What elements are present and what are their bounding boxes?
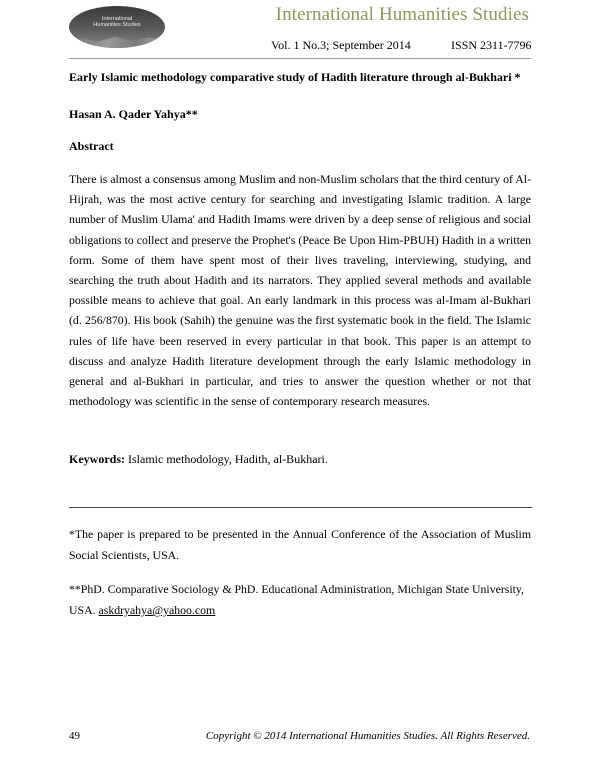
footnote-divider <box>69 507 532 508</box>
author-name: Hasan A. Qader Yahya** <box>69 107 198 121</box>
abstract-text: There is almost a consensus among Muslim and non-Muslim scholars that the third century of Al-Hijrah, was the most active century for searching and investigating Islamic tradition. A large number of Muslim Ulama' and Hadith Imams were driven by a deep sense of religious and social obligations to collect and preserve the Prophet's (Peace Be Upon Him-PBUH) Hadith in a written form. Some of them have spent most of their lives traveling, interviewing, studying, and searching the truth about Hadith and its narrators. They applied several methods and available possible means to achieve that goal. An early landmark in this process was al-Imam al-Bukhari (d. 256/870). His book (Sahih) the genuine was the first systematic book in the field. The Islamic rules of life have been reserved in every particular in that book. This paper is an attempt to discuss and analyze Hadith literature development through the early Islamic methodology in general and al-Bukhari in particular, and tries to answer the question whether or not that methodology was scientific in the sense of contemporary research measures. <box>69 172 531 409</box>
header-divider <box>69 58 531 59</box>
volume-info: Vol. 1 No.3; September 2014 <box>271 38 411 52</box>
logo-text <box>69 16 165 28</box>
journal-title: International Humanities Studies <box>275 4 529 25</box>
footnote-2 <box>69 579 531 621</box>
logo-text-line2: Humanities Studies <box>93 22 141 28</box>
keywords <box>69 452 328 467</box>
keywords-label: Keywords: <box>69 452 125 466</box>
journal-logo <box>69 6 165 48</box>
footnote-2-text: **PhD. Comparative Sociology & PhD. Educational Administration, Michigan State University, USA. <box>69 582 525 617</box>
author-email-link[interactable]: askdryahya@yahoo.com <box>98 603 216 617</box>
paper-title: Early Islamic methodology comparative study of Hadith literature through al-Bukhari * <box>69 70 521 84</box>
logo-landscape <box>69 34 165 48</box>
page-number: 49 <box>69 730 80 742</box>
abstract-heading: Abstract <box>69 139 114 153</box>
keywords-list: Islamic methodology, Hadith, al-Bukhari. <box>125 452 328 466</box>
logo-text-line1: International <box>101 16 133 22</box>
copyright-notice: Copyright © 2014 International Humanities Studies. All Rights Reserved. <box>205 730 530 742</box>
footnote-1: *The paper is prepared to be presented in the Annual Conference of the Association of Muslim Social Scientists, USA. <box>69 527 531 562</box>
issn: ISSN 2311-7796 <box>451 38 532 52</box>
